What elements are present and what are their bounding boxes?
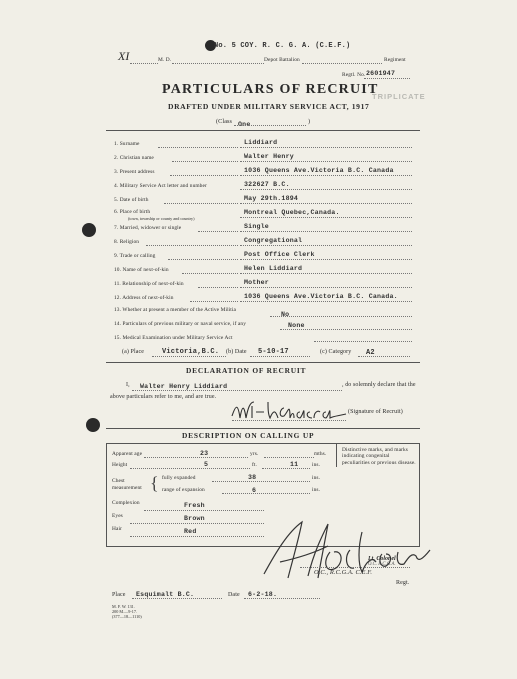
particular-label-6: 6. Place of birth <box>114 209 151 215</box>
eyes-label: Eyes <box>112 513 123 519</box>
regtl-no-label: Regtl. No. <box>342 72 366 78</box>
declaration-text-line2: above particulars refer to me, and are true. <box>110 394 217 400</box>
complexion-label: Complexion <box>112 500 140 506</box>
particular-value-8: Congregational <box>244 237 303 244</box>
particular-label-11: 11. Relationship of next-of-kin <box>114 281 184 287</box>
signature-of-recruit-label: (Signature of Recruit) <box>348 409 403 415</box>
class-label: (Class <box>216 118 233 125</box>
particular-label-9: 9. Trade or calling <box>114 253 156 259</box>
particular-value-3: 1036 Queens Ave.Victoria B.C. Canada <box>244 167 394 174</box>
regiment-label: Regiment <box>384 57 406 63</box>
particular-label-3: 3. Present address <box>114 169 155 175</box>
particular-value-9: Post Office Clerk <box>244 251 315 258</box>
particular-value-7: Single <box>244 223 269 230</box>
hair-label: Hair <box>112 526 122 532</box>
md-label: M. D. <box>158 57 172 63</box>
print-line-1: M. F. W. 131. <box>112 604 135 609</box>
complexion-value: Fresh <box>184 502 205 509</box>
footer-date-value: 6-2-18. <box>248 591 278 598</box>
declaration-text-end: , do solemnly declare that the <box>342 382 416 388</box>
print-line-2: 200 M.—9-17. <box>112 609 138 614</box>
apparent-age-label: Apparent age <box>112 451 143 457</box>
particular-label-7: 7. Married, widower or single <box>114 225 182 231</box>
unit-typed: No. 5 COY. R. C. G. A. (C.E.F.) <box>214 42 351 50</box>
height-ft-value: 5 <box>204 461 209 468</box>
description-heading: DESCRIPTION ON CALLING UP <box>182 431 315 440</box>
declaration-i: I, <box>126 382 130 388</box>
particular-value-2: Walter Henry <box>244 153 294 160</box>
medical-date-value: 5-10-17 <box>258 348 289 356</box>
ins-label: ins. <box>312 462 321 468</box>
punch-hole-top <box>82 223 96 237</box>
range-of-expansion-label: range of expansion <box>162 487 205 493</box>
chest-ins-label-2: ins. <box>312 487 321 493</box>
header-rule <box>106 130 420 131</box>
regtl-no-value: 2601947 <box>366 70 396 77</box>
officer-rank-2: O.C. R.C.G.A. <box>368 562 396 567</box>
ft-label: ft. <box>252 462 257 468</box>
particular-label-8: 8. Religion <box>114 239 140 245</box>
md-line <box>130 63 158 64</box>
oc-rcga-label: O.C., R.C.G.A. C.E.F. <box>314 569 373 576</box>
particular-label-2: 2. Christian name <box>114 155 154 161</box>
officer-rank: Lt. Colonel <box>368 556 396 562</box>
height-label: Height <box>112 462 128 468</box>
punch-hole-bottom <box>86 418 100 432</box>
mths-label: mths. <box>314 451 327 457</box>
class-close: ) <box>308 118 311 125</box>
hair-value: Red <box>184 528 197 535</box>
particular-label-5: 5. Date of birth <box>114 197 149 203</box>
fully-expanded-value: 38 <box>248 474 257 481</box>
medical-category-value: A2 <box>366 349 375 357</box>
declaration-name: Walter Henry Liddiard <box>140 383 228 390</box>
particular-value-12: 1036 Queens Ave.Victoria B.C. Canada. <box>244 293 398 300</box>
footer-place-label: Place <box>112 592 126 598</box>
particular-value-14: None <box>288 322 305 329</box>
regt-label: Regt. <box>396 580 410 586</box>
particular-value-6: Montreal Quebec,Canada. <box>244 209 340 216</box>
declaration-heading: DECLARATION OF RECRUIT <box>186 366 307 375</box>
place-of-birth-note: (town, township or county and country) <box>128 216 195 221</box>
form-subtitle: DRAFTED UNDER MILITARY SERVICE ACT, 1917 <box>168 102 370 111</box>
particular-label-4: 4. Military Service Act letter and number <box>114 183 207 189</box>
height-ins-value: 11 <box>290 461 299 468</box>
duplicate-stamp: TRIPLICATE <box>372 92 426 101</box>
apparent-age-value: 23 <box>200 450 209 457</box>
particular-value-13: No <box>281 311 290 318</box>
particular-value-1: Liddiard <box>244 139 278 146</box>
distinctive-marks-text: Distinctive marks, and marks indicating congenital peculiarities or previous disease. <box>342 447 416 466</box>
depot-label: Depot Battalion <box>264 57 300 63</box>
particular-value-10: Helen Liddiard <box>244 265 303 272</box>
form-title: PARTICULARS OF RECRUIT <box>162 82 379 97</box>
medical-category-label: (c) Category <box>320 349 352 355</box>
print-line-3: (377—18—1110) <box>112 614 142 619</box>
recruit-form-page: XI M. D. No. 5 COY. R. C. G. A. (C.E.F.) Depot Battalion Regiment Regtl. No. 2601947 PARTICULARS OF RECRUIT DRAFTED UNDER MILITARY SERVICE ACT, 1917 TRIPLICATE (Class One ) 1. Surname Liddiard 2. Christian name Walter Henry 3. Present address 1036 Queens Ave.Victoria B.C. Canada 4. Military Service Act letter and number 322627 B.C. 5. Date of birth May 29th.1894 6. Place of birth (town, township or county and country) Montreal Quebec,Canada. 7. Married, widower or single Single 8. Religion Congregational 9. Trade or calling Post Office Clerk 10. Name of next-of-kin Helen Liddiard 11. Relationship of next-of-kin Mother 12. Address of next-of-kin 1036 Queens Ave.Victoria B.C. Canada. 13. Whether at present a member of the Active Militia No 14. Particulars of previous military or naval service, if any None 15. Medical Examination under Military Service Act (a) Place Victoria,B.C. (b) Date 5-10-17 (c) Category A2 DECLARATION OF RECRUIT I, Walter Henry Liddiard , do solemnly declare that the above particulars refer to me, and are true. (Signature of Recruit) DESCRIPTION ON CALLING UP Apparent age 23 yrs. mths. Distinctive marks, and marks indicating congenital peculiarities or previous disease. Height 5 ft. 11 ins. Chest measurement { fully expanded 38 ins. range of expansion 6 ins. Complexion Fresh Eyes Brown Hair Red Lt. Colonel O.C. R.C.G.A. O.C., R.C.G.A. C.E.F. Regt. Place Esquimalt B.C. Date 6-2-18. M. F. W. 131. 200 M.—9-17. (377—18—1110) <box>0 0 517 679</box>
yrs-label: yrs. <box>250 451 259 457</box>
particular-label-10: 10. Name of next-of-kin <box>114 267 169 273</box>
particular-label-14: 14. Particulars of previous military or naval service, if any <box>114 321 246 327</box>
footer-date-label: Date <box>228 592 240 598</box>
measurement-label: measurement <box>112 485 142 491</box>
eyes-value: Brown <box>184 515 205 522</box>
medical-place-label: (a) Place <box>122 349 145 355</box>
footer-place-value: Esquimalt B.C. <box>136 591 195 598</box>
particular-value-4: 322627 B.C. <box>244 181 290 188</box>
handwritten-mark: XI <box>118 49 130 63</box>
particular-label-12: 12. Address of next-of-kin <box>114 295 174 301</box>
medical-place-value: Victoria,B.C. <box>162 348 220 356</box>
particular-label-1: 1. Surname <box>114 141 140 147</box>
chest-label: Chest <box>112 478 125 484</box>
medical-date-label: (b) Date <box>226 349 247 355</box>
range-of-expansion-value: 6 <box>252 487 257 494</box>
particular-label-13: 13. Whether at present a member of the Active Militia <box>114 307 236 313</box>
fully-expanded-label: fully expanded <box>162 475 196 481</box>
particular-value-11: Mother <box>244 279 269 286</box>
particular-label-15: 15. Medical Examination under Military Service Act <box>114 335 233 341</box>
class-value: One <box>238 121 251 128</box>
particular-value-5: May 29th.1894 <box>244 195 299 202</box>
chest-ins-label-1: ins. <box>312 475 321 481</box>
